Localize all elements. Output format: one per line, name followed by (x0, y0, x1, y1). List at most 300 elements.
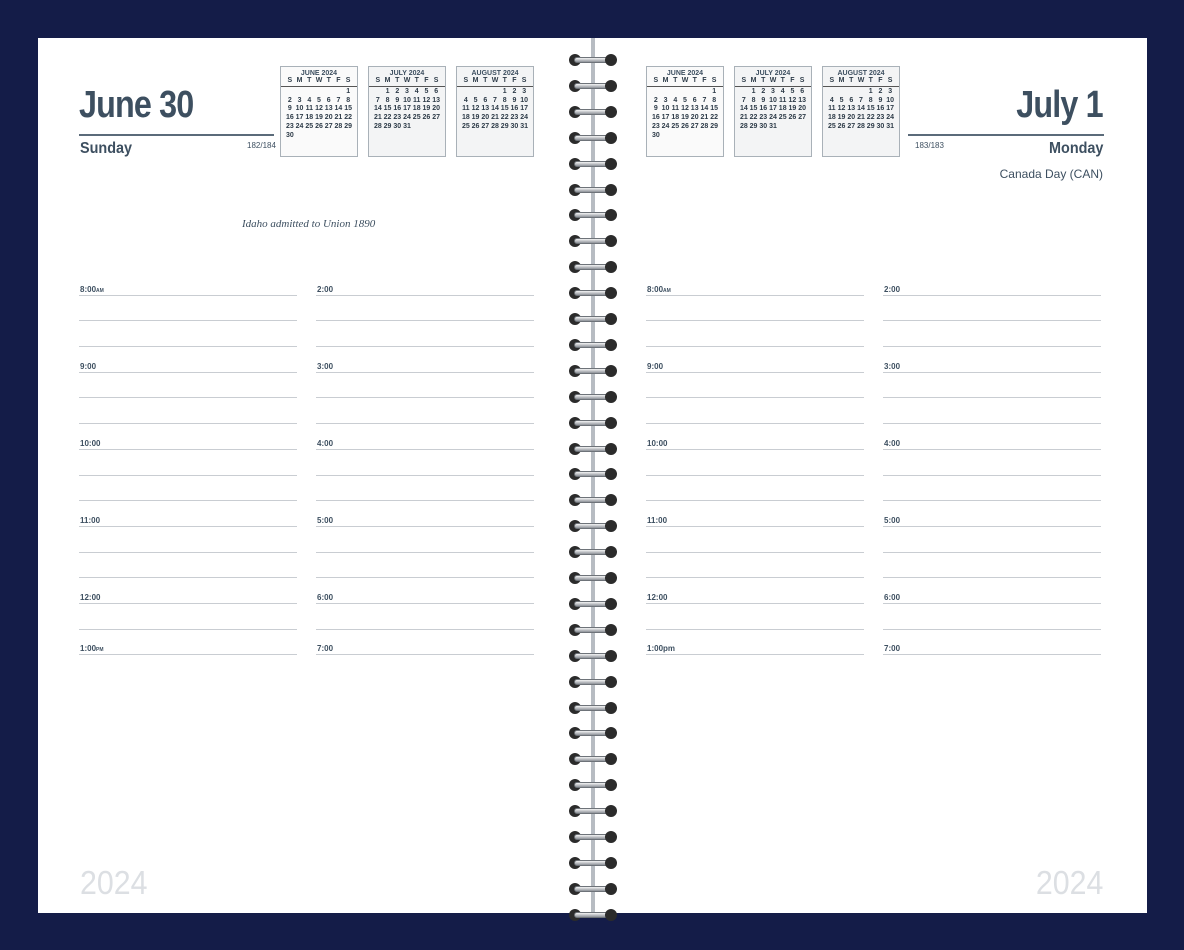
year-watermark: 2024 (80, 864, 148, 901)
calendar-day: 2 (395, 87, 400, 95)
calendar-day (778, 123, 788, 132)
spiral-ring-icon (569, 106, 617, 119)
time-slot-line[interactable] (316, 270, 534, 296)
calendar-day: 2 (512, 87, 517, 95)
calendar-day: 7 (336, 96, 341, 104)
calendar-day: 27 (324, 122, 333, 130)
calendar-day: 26 (422, 114, 431, 122)
calendar-day: 17 (403, 105, 411, 113)
calendar-day: 1 (385, 87, 390, 95)
calendar-day: 12 (837, 105, 846, 113)
date-underline (908, 134, 1104, 136)
hour-label-text: 9:00 (647, 361, 664, 371)
hours-column-afternoon (316, 270, 534, 655)
time-slot-line[interactable] (646, 296, 864, 322)
calendar-day: 9 (878, 96, 883, 104)
calendar-day: 13 (432, 96, 441, 104)
time-slot-line[interactable] (79, 398, 297, 424)
calendar-day: 30 (759, 122, 768, 130)
hour-label (317, 362, 333, 371)
mini-calendar-week (281, 105, 357, 114)
calendar-day: 5 (839, 96, 844, 104)
calendar-day (700, 132, 710, 141)
calendar-day: 8 (385, 96, 390, 104)
calendar-day: 3 (888, 87, 893, 95)
calendar-day: 18 (412, 105, 421, 113)
hour-label-text: 7:00 (317, 644, 334, 654)
time-slot-line[interactable] (646, 270, 864, 296)
weekday-initial: S (741, 77, 747, 84)
weekday-initial: S (799, 77, 805, 84)
calendar-day: 13 (847, 105, 856, 113)
calendar-day: 13 (798, 96, 807, 104)
hour-label-text: 12:00 (647, 592, 668, 602)
hour-label-text: 11:00 (647, 515, 668, 525)
calendar-day: 12 (315, 105, 323, 113)
calendar-day: 23 (876, 114, 885, 122)
time-slot-line[interactable] (883, 296, 1101, 322)
spiral-ring-icon (569, 443, 617, 456)
mini-calendar-week (457, 88, 533, 97)
time-slot-line[interactable] (79, 321, 297, 347)
calendar-day (837, 88, 847, 97)
page-date: June 30 (79, 84, 194, 126)
time-slot-line[interactable] (316, 424, 534, 450)
weekday-initial: F (512, 77, 517, 84)
weekday-initial: T (673, 77, 678, 84)
calendar-day (690, 88, 700, 97)
calendar-day: 11 (828, 105, 836, 113)
weekday-initial: S (711, 77, 717, 84)
calendar-day: 6 (849, 96, 854, 104)
time-slot-line[interactable] (646, 476, 864, 502)
mini-calendar-weekdays (281, 77, 357, 87)
time-slot-line[interactable] (646, 501, 864, 527)
time-slot-line[interactable] (646, 604, 864, 630)
calendar-day: 25 (827, 122, 836, 130)
time-slot-line[interactable] (79, 578, 297, 604)
time-slot-line[interactable] (79, 270, 297, 296)
calendar-day (324, 88, 334, 97)
time-slot-line[interactable] (79, 476, 297, 502)
calendar-day: 6 (434, 87, 439, 95)
calendar-day: 24 (886, 114, 895, 122)
calendar-day: 13 (481, 105, 490, 113)
calendar-day: 15 (749, 105, 758, 113)
time-slot-line[interactable] (646, 450, 864, 476)
mini-calendar-week (281, 88, 357, 97)
calendar-day: 3 (522, 87, 527, 95)
holiday-label: Canada Day (CAN) (999, 167, 1103, 181)
hour-label (884, 644, 900, 653)
spiral-ring-icon (569, 132, 617, 145)
calendar-day: 16 (651, 114, 660, 122)
left-page (38, 38, 574, 913)
mini-calendar-title: JUNE 2024 (300, 70, 338, 77)
time-slot-line[interactable] (883, 553, 1101, 579)
spiral-ring-icon (569, 831, 617, 844)
calendar-day: 3 (663, 96, 668, 104)
mini-calendar-week (823, 114, 899, 123)
spiral-ring-icon (569, 365, 617, 378)
calendar-day (334, 88, 344, 97)
calendar-day: 16 (510, 105, 519, 113)
calendar-day: 14 (373, 105, 382, 113)
hour-label-text: 6:00 (884, 592, 901, 602)
calendar-day: 1 (346, 87, 351, 95)
time-slot-line[interactable] (883, 450, 1101, 476)
time-slot-line[interactable] (883, 398, 1101, 424)
calendar-day: 10 (295, 105, 304, 113)
calendar-day: 4 (463, 96, 468, 104)
calendar-day: 4 (780, 87, 785, 95)
meridiem-suffix: PM (96, 647, 104, 654)
calendar-day: 19 (681, 114, 689, 122)
calendar-day (690, 132, 700, 141)
calendar-day (431, 123, 441, 132)
calendar-day: 9 (761, 96, 766, 104)
calendar-day: 6 (800, 87, 805, 95)
calendar-day: 12 (422, 96, 431, 104)
calendar-day: 8 (712, 96, 717, 104)
time-slot-line[interactable] (316, 553, 534, 579)
time-slot-line[interactable] (79, 450, 297, 476)
hour-label-text: 9:00 (80, 361, 97, 371)
mini-calendar-week (281, 114, 357, 123)
time-slot-line[interactable] (316, 604, 534, 630)
time-slot-line[interactable] (883, 476, 1101, 502)
hour-label-text: 2:00 (317, 284, 334, 294)
time-slot-line[interactable] (316, 527, 534, 553)
spiral-ring-icon (569, 520, 617, 533)
spiral-ring-icon (569, 209, 617, 222)
calendar-day: 30 (876, 122, 885, 130)
calendar-day: 30 (393, 122, 402, 130)
weekday-initial: T (692, 77, 697, 84)
calendar-day (827, 88, 837, 97)
calendar-day: 2 (761, 87, 766, 95)
calendar-day: 27 (690, 122, 699, 130)
calendar-day: 5 (473, 96, 478, 104)
time-slot-line[interactable] (646, 553, 864, 579)
calendar-day: 16 (285, 114, 294, 122)
time-slot-line[interactable] (316, 398, 534, 424)
calendar-day: 2 (878, 87, 883, 95)
calendar-day: 4 (307, 96, 312, 104)
calendar-day: 16 (393, 105, 402, 113)
spiral-ring-icon (569, 184, 617, 197)
calendar-day: 3 (405, 87, 409, 95)
calendar-day: 20 (432, 105, 441, 113)
calendar-day: 24 (520, 114, 529, 122)
time-slot-line[interactable] (79, 501, 297, 527)
mini-calendar-title: AUGUST 2024 (837, 70, 885, 77)
calendar-day: 2 (653, 96, 658, 104)
calendar-day: 7 (375, 96, 380, 104)
mini-calendar-week (735, 88, 811, 97)
calendar-day (334, 132, 344, 141)
mini-calendar-week (281, 132, 357, 141)
calendar-day: 26 (471, 122, 480, 130)
mini-calendar (646, 66, 724, 157)
calendar-day: 10 (403, 96, 411, 104)
calendar-day (661, 88, 671, 97)
calendar-day (651, 88, 661, 97)
calendar-day: 8 (868, 96, 873, 104)
hour-label (317, 439, 333, 448)
time-slot-line[interactable] (79, 604, 297, 630)
hour-label (884, 516, 900, 525)
calendar-day: 3 (297, 96, 302, 104)
calendar-day: 9 (512, 96, 517, 104)
time-slot-line[interactable] (316, 630, 534, 656)
calendar-day: 13 (690, 105, 699, 113)
right-page (593, 38, 1147, 913)
calendar-day: 25 (412, 114, 421, 122)
spiral-ring-icon (569, 546, 617, 559)
calendar-day: 20 (690, 114, 699, 122)
calendar-day: 27 (432, 114, 441, 122)
calendar-day: 20 (324, 114, 333, 122)
calendar-day: 7 (493, 96, 497, 104)
calendar-day: 31 (769, 122, 777, 130)
calendar-day (295, 132, 305, 141)
time-slot-line[interactable] (79, 373, 297, 399)
time-slot-line[interactable] (883, 347, 1101, 373)
weekday-initial: W (315, 77, 323, 84)
time-slot-line[interactable] (883, 321, 1101, 347)
weekday-initial: S (375, 77, 381, 84)
mini-calendar-week (735, 97, 811, 106)
calendar-day (788, 123, 798, 132)
calendar-day: 5 (790, 87, 795, 95)
calendar-day (324, 132, 334, 141)
hours-column-afternoon (883, 270, 1101, 655)
calendar-day (314, 88, 324, 97)
calendar-day (304, 88, 314, 97)
calendar-day: 17 (295, 114, 304, 122)
calendar-day: 11 (671, 105, 679, 113)
calendar-day: 21 (739, 114, 748, 122)
time-slot-line[interactable] (883, 270, 1101, 296)
hour-label (884, 285, 900, 294)
calendar-day: 12 (681, 105, 689, 113)
weekday-initial: T (414, 77, 419, 84)
calendar-day: 3 (771, 87, 775, 95)
mini-calendar-week (369, 88, 445, 97)
calendar-day: 5 (317, 96, 321, 104)
calendar-day: 31 (403, 122, 411, 130)
mini-calendar (734, 66, 812, 157)
calendar-day: 26 (681, 122, 689, 130)
time-slot-line[interactable] (79, 527, 297, 553)
calendar-day: 8 (751, 96, 756, 104)
calendar-day: 7 (702, 96, 707, 104)
historical-event: Idaho admitted to Union 1890 (242, 218, 376, 230)
calendar-day (739, 88, 749, 97)
spiral-ring-icon (569, 753, 617, 766)
weekday-initial: T (780, 77, 785, 84)
time-slot-line[interactable] (883, 373, 1101, 399)
calendar-day: 22 (866, 114, 875, 122)
spiral-ring-icon (569, 391, 617, 404)
calendar-day: 21 (334, 114, 343, 122)
weekday-initial: T (395, 77, 400, 84)
time-slot-line[interactable] (316, 373, 534, 399)
calendar-day: 29 (710, 122, 719, 130)
time-slot-line[interactable] (79, 347, 297, 373)
calendar-day: 24 (661, 122, 670, 130)
hour-label-text: 3:00 (317, 361, 334, 371)
spiral-ring-icon (569, 80, 617, 93)
time-slot-line[interactable] (316, 347, 534, 373)
hour-label (80, 439, 100, 448)
calendar-day: 24 (769, 114, 777, 122)
weekday-initial: S (653, 77, 659, 84)
calendar-day (856, 88, 866, 97)
calendar-day: 15 (710, 105, 719, 113)
calendar-day: 17 (661, 114, 670, 122)
weekday-initial: F (336, 77, 341, 84)
spiral-ring-icon (569, 417, 617, 430)
time-slot-line[interactable] (316, 296, 534, 322)
mini-calendar (822, 66, 900, 157)
time-slot-line[interactable] (79, 296, 297, 322)
calendar-day: 14 (739, 105, 748, 113)
time-slot-line[interactable] (316, 501, 534, 527)
mini-calendar-week (369, 114, 445, 123)
spiral-ring-icon (569, 235, 617, 248)
calendar-day (461, 88, 471, 97)
time-slot-line[interactable] (646, 398, 864, 424)
calendar-day: 1 (868, 87, 873, 95)
mini-calendar-week (823, 105, 899, 114)
spiral-ring-icon (569, 339, 617, 352)
date-underline (79, 134, 274, 136)
mini-calendar-week (735, 114, 811, 123)
day-of-year: 183/183 (915, 141, 944, 150)
time-slot-line[interactable] (646, 347, 864, 373)
calendar-day (285, 88, 295, 97)
weekday-initial: F (878, 77, 883, 84)
time-slot-line[interactable] (883, 578, 1101, 604)
time-slot-line[interactable] (79, 630, 297, 656)
hour-label (317, 285, 333, 294)
time-slot-line[interactable] (316, 321, 534, 347)
calendar-day (670, 88, 680, 97)
mini-calendar-title: JUNE 2024 (666, 70, 704, 77)
time-slot-line[interactable] (646, 424, 864, 450)
hour-label-text: 6:00 (317, 592, 334, 602)
calendar-day: 21 (700, 114, 709, 122)
meridiem-suffix: AM (96, 287, 104, 294)
time-slot-line[interactable] (646, 630, 864, 656)
hour-label (80, 362, 96, 371)
mini-calendar-week (457, 123, 533, 132)
calendar-day: 8 (346, 96, 351, 104)
hours-column-morning (646, 270, 864, 655)
calendar-day: 28 (373, 122, 382, 130)
weekday-initial: F (702, 77, 707, 84)
calendar-day: 18 (305, 114, 314, 122)
day-of-year: 182/184 (247, 141, 276, 150)
mini-calendar (280, 66, 358, 157)
time-slot-line[interactable] (883, 501, 1101, 527)
calendar-day: 19 (422, 105, 431, 113)
mini-calendar (368, 66, 446, 157)
spiral-ring-icon (569, 158, 617, 171)
calendar-day: 25 (778, 114, 787, 122)
hour-label (317, 593, 333, 602)
hour-label (647, 285, 671, 294)
weekday-initial: T (502, 77, 507, 84)
calendar-day (480, 88, 490, 97)
time-slot-line[interactable] (883, 527, 1101, 553)
calendar-day: 4 (829, 96, 834, 104)
time-slot-line[interactable] (79, 424, 297, 450)
spiral-binding (566, 38, 620, 913)
calendar-day: 27 (798, 114, 807, 122)
mini-calendar (456, 66, 534, 157)
mini-calendar-weekdays (647, 77, 723, 87)
hour-label-text: 1:00pm (647, 644, 676, 654)
calendar-day: 11 (413, 96, 421, 104)
page-date: July 1 (1016, 84, 1103, 126)
time-slot-line[interactable] (316, 578, 534, 604)
time-slot-line[interactable] (79, 553, 297, 579)
page-weekday: Sunday (80, 140, 133, 157)
calendar-day: 28 (700, 122, 709, 130)
calendar-day: 5 (424, 87, 429, 95)
mini-calendar-week (647, 132, 723, 141)
calendar-day: 26 (837, 122, 846, 130)
calendar-day: 22 (710, 114, 719, 122)
hour-label-text: 2:00 (884, 284, 901, 294)
weekday-initial: S (287, 77, 293, 84)
time-slot-line[interactable] (316, 476, 534, 502)
weekday-initial: M (838, 77, 845, 84)
time-slot-line[interactable] (883, 424, 1101, 450)
calendar-day: 11 (462, 105, 470, 113)
calendar-day (373, 88, 383, 97)
time-slot-line[interactable] (646, 373, 864, 399)
time-slot-line[interactable] (646, 321, 864, 347)
time-slot-line[interactable] (316, 450, 534, 476)
mini-calendar-title: JULY 2024 (755, 70, 791, 77)
time-slot-line[interactable] (646, 527, 864, 553)
hour-label (80, 644, 104, 653)
calendar-day: 9 (653, 105, 658, 113)
hour-label-text: 1:00 (80, 644, 97, 654)
meridiem-suffix: AM (663, 287, 671, 294)
calendar-day: 29 (500, 122, 509, 130)
calendar-day: 28 (491, 122, 499, 130)
spiral-ring-icon (569, 54, 617, 67)
calendar-day: 10 (520, 96, 529, 104)
spiral-ring-icon (569, 494, 617, 507)
hour-label-text: 4:00 (884, 438, 901, 448)
time-slot-line[interactable] (883, 604, 1101, 630)
calendar-day: 15 (344, 105, 353, 113)
calendar-day: 9 (287, 105, 292, 113)
calendar-day: 31 (886, 122, 895, 130)
time-slot-line[interactable] (646, 578, 864, 604)
mini-calendar-week (735, 123, 811, 132)
calendar-day: 25 (305, 122, 314, 130)
time-slot-line[interactable] (883, 630, 1101, 656)
calendar-day: 15 (866, 105, 875, 113)
calendar-day: 6 (326, 96, 331, 104)
